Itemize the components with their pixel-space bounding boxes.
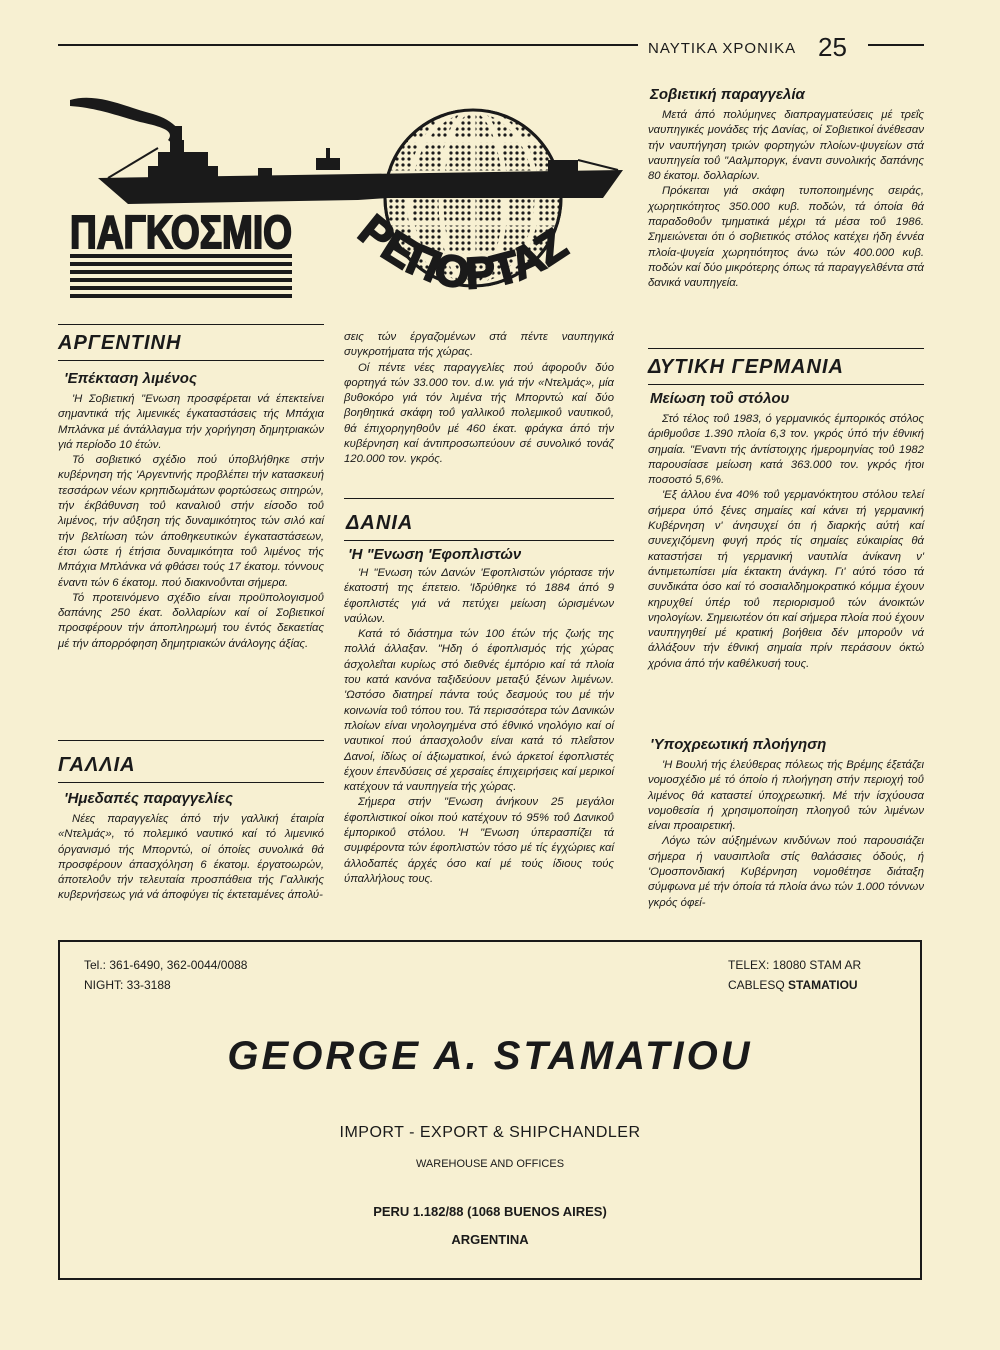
rule-argentina bbox=[58, 324, 324, 325]
subhead-pilotage: 'Υποχρεωτική πλοήγηση bbox=[650, 736, 827, 753]
paragraph: Νέες παραγγελίες άπό τήν γαλλική έταιρία «Ντελμάς», τό πολεμικό ναυτικό καί τό λιμενικό όργανισμό τής Μπορντώ, οί όποίες συνολικά θά προσφέρουν άπασχόληση 6 έκατομ. έργατοωρών, άποτελοΰν τήν τελευταία προσπάθεια τής Γαλλικής κυβερνήσεως γιά νά άποφύγει τίς έκτεταμένες άπολύ- bbox=[58, 813, 324, 902]
subhead-germany: Μείωση τοΰ στόλου bbox=[650, 390, 790, 407]
ad-night-phone: NIGHT: 33-3188 bbox=[84, 978, 171, 992]
paragraph: Τό προτεινόμενο σχέδιο είναι προϋπολογισμοΰ δαπάνης 250 έκατ. δολλαρίων καί οί Σοβιετικοί προσφέρουν τήν άποπληρωμή του έντός δεκαετίας μέ τήν άπορρόφηση δημητριακών άνάλογης άξίας. bbox=[58, 591, 324, 650]
rule-argentina-2 bbox=[58, 360, 324, 361]
banner-illustration bbox=[58, 78, 638, 318]
paragraph: Μετά άπό πολύμηνες διαπραγματεύσεις μέ τρεΐς ναυπηγικές μονάδες τής Δανίας, οί Σοβιετικοί άνέθεσαν τήν ναυπήγηση τριών φορτηγών πλοίων-ψυγείων στά ναυπηγεία τοΰ "Ααλμποργκ, έναντι συνολικής δαπάνης 80 έκατομ. δολλαρίων. bbox=[648, 109, 924, 183]
publication-title: ΝΑΥΤΙΚΑ ΧΡΟΝΙΚΑ bbox=[648, 40, 797, 57]
section-title-argentina: ΑΡΓΕΝΤΙΝΗ bbox=[58, 332, 182, 354]
ad-cable-label: CABLESQ bbox=[728, 978, 785, 992]
ad-cable bbox=[728, 978, 858, 992]
header-rule-left bbox=[58, 44, 638, 46]
page-number: 25 bbox=[818, 32, 847, 62]
section-title-germany: ΔΥΤΙΚΗ ΓΕΡΜΑΝΙΑ bbox=[648, 356, 844, 378]
paragraph: σεις τών έργαζομένων στά πέντε ναυπηγικά συγκροτήματα τής χώρας. bbox=[344, 331, 614, 359]
ad-cable-value: STAMATIOU bbox=[788, 978, 858, 992]
paragraph: Λόγω τών αύξημένων κινδύνων πού παρουσιάζει σήμερα ή ναυσιπλοΐα στίς θαλάσσιες όδούς, ή 'Ομοσπονδιακή Κυβέρνηση νομοθέτησε διάταξη σύμφωνα μέ τήν όποία τά πλοία άνω τών 1.000 τόννων γκρός όφεί- bbox=[648, 835, 924, 909]
rule-france bbox=[58, 740, 324, 741]
subhead-soviet: Σοβιετική παραγγελία bbox=[650, 86, 805, 103]
rule-germany bbox=[648, 348, 924, 349]
rule-denmark bbox=[344, 498, 614, 499]
paragraph: Πρόκειται γιά σκάφη τυποποιημένης σειράς, χωρητικότητος 350.000 κυβ. ποδών, τά όποία θά παραδοθοΰν τμηματικά μέχρι τά μέσα τοΰ 1986. Σημειώνεται ότι ό σοβιετικός στόλος κατέχει ήδη έννέα πλοία-ψυγεία χωρητιότητος άνω τών 400.000 κυβ. ποδών καί δύο μικρότερης όπως τά παραγγελθέντα στά δανικά ναυπηγεία. bbox=[648, 185, 924, 290]
ad-business-line: IMPORT - EXPORT & SHIPCHANDLER bbox=[339, 1124, 641, 1141]
paragraph: Σήμερα στήν "Ενωση άνήκουν 25 μεγάλοι έφοπλιστικοί οίκοι πού κατέχουν τό 95% τοΰ Δανικοΰ έμπορικοΰ στόλου. 'Η "Ενωση ύπερασπίζει τά συμφέροντα τών έφοπλιστών τόσο μέ τίς έγχώριες καί άλλοδαπές άρχές όσο καί μέ τούς ίδιους τούς ύπαλλήλους τους. bbox=[344, 796, 614, 885]
subhead-denmark: 'Η "Ενωση 'Εφοπλιστών bbox=[348, 546, 522, 563]
rule-france-2 bbox=[58, 782, 324, 783]
article-france-continued bbox=[344, 330, 614, 468]
article-france bbox=[58, 812, 324, 904]
ad-warehouse-line: WAREHOUSE AND OFFICES bbox=[415, 1158, 565, 1170]
paragraph: Τό σοβιετικό σχέδιο πού ύποβλήθηκε στήν κυβέρνηση τής 'Αργεντινής προβλέπει τήν κατασκευή τεσσάρων νέων κρηπιδωμάτων φορτώσεως σιτηρών, τήν έκβάθυνση τοΰ καναλιοΰ στήν είσοδο τοΰ λιμένος, τήν αΰξηση τής δυναμικότητος τών σιλό καί τήν βελτίωση τών άποθηκευτικών έγκαταστάσεων, έτσι ώστε ή έτήσια δυναμικότητα τοΰ λιμένος τής Μπάχια Μπλάνκα νά φθάσει τούς 17 έκατομ. τόννους έναντι τών 6 έκατομ. πού διακινοΰνται σήμερα. bbox=[58, 454, 324, 589]
paragraph: 'Η Σοβιετική "Ενωση προσφέρεται νά έπεκτείνει σημαντικά τής λιμενικές έγκαταστάσεις τής Μπάχια Μπλάνκα μέ άντάλλαγμα τήν χορήγηση δημητριακών γιά περίοδο 10 έτών. bbox=[58, 393, 324, 451]
article-argentina bbox=[58, 392, 324, 652]
paragraph: Στό τέλος τοΰ 1983, ό γερμανικός έμπορικός στόλος άριθμοΰσε 1.390 πλοία 6,3 τον. γκρός ύπό τήν έθνική σημαία. "Εναντι τής άντίστοιχης ήμερομηνίας τοΰ 1982 παρουσίασε μείωση κατά 363.000 τον. γκρός ήτοι ποσοστό 5,6%. bbox=[648, 413, 924, 487]
article-germany bbox=[648, 412, 924, 672]
banner-stripes bbox=[70, 254, 292, 298]
article-pilotage bbox=[648, 758, 924, 911]
header-rule-right bbox=[868, 44, 924, 46]
section-title-denmark: ΔΑΝΙΑ bbox=[346, 512, 414, 534]
section-title-france: ΓΑΛΛΙΑ bbox=[58, 754, 136, 776]
paragraph: 'Εξ άλλου ένα 40% τοΰ γερμανόκτητου στόλου τελεί σήμερα ύπό ξένες σημαίες καί κάνει τή γερμανική Κυβέρνηση ν' άνησυχεί ότι ή διαρκής αύτή καί συνεχιζόμενη φυγή πρός τίς σημαίες εύκαιρίας θά καταστήσει τή γερμανική ναυτιλία άνίκανη ν' άντιμετωπίσει μία έκτακτη άνάγκη. Γι' αύτό τόσο τά συνδικάτα όσο καί τό σοσιαλδημοκρατικό κόμμα έχουν κηρυχθεί ύπέρ τοΰ περιορισμοΰ τών άνοικτών νηολογίων. Σημειωτέον ότι καί σήμερα πλοία πού έχουν ναυπηγηθεί μέ κρατική βοήθεια δέν μποροΰν νά άλλάξουν τήν έθνική σημαία πρίν περάσουν όκτώ χρόνια άπό τήν καθέλκυσή τους. bbox=[648, 489, 924, 670]
paragraph: Οί πέντε νέες παραγγελίες πού άφοροΰν δύο φορτηγά τών 33.000 τον. d.w. γιά τήν «Ντελμάς», μία βυθοκόρο γιά τόν λιμένα τής Μπορντώ καί δύο βοηθητικά σκάφη τοΰ γαλλικοΰ πολεμικοΰ ναυτικοΰ, θά έπιχορηγηθοΰν μέ 460 έκατ. φράγκα άπό τήν κυβέρνηση καί άντιπροσωπεύουν σέ συνολικό τονάζ 120.000 τον. γκρός. bbox=[344, 361, 614, 466]
article-soviet bbox=[648, 108, 924, 292]
rule-denmark-2 bbox=[344, 540, 614, 541]
paragraph: 'Η "Ενωση τών Δανών 'Εφοπλιστών γιόρτασε τήν έκατοστή της έπετειο. 'Ιδρύθηκε τό 1884 άπό 9 έφοπλιστές γιά νά πετύχει μείωση ώρισμένων ναύλων. bbox=[344, 567, 614, 625]
subhead-france: 'Ημεδαπές παραγγελίες bbox=[64, 790, 233, 807]
smoke-trail bbox=[70, 98, 181, 148]
paragraph: Κατά τό διάστημα τών 100 έτών τής ζωής της πολλά άλλαξαν. "Ηδη ό έφοπλισμός τής χώρας άσχολεΐται κυρίως στό διεθνές έμπόριο καί τά πλοία του κατά κανόνα ταξιδεύουν μεταξύ ξένων λιμένων. 'Ωστόσο διατηρεί πάντα τούς δεσμούς του μέ τήν κοινωνία τοΰ τόπου του. Τά περισσότερα τών Δανικών πλοίων είναι νηολογημένα στό έθνικό νηολόγιο καί οί ναυτικοί πού άπασχολοΰν είναι κατά τό πλεΐστον Δανοί, ίδίως οί άξιωματικοί, ένώ άρκετοί έφοπλιστές έχουν έπενδύσεις σέ χερσαίες έπιχειρήσεις καί μερικοί κατέχουν τά ναυπηγεία τής χώρας. bbox=[344, 628, 614, 794]
ad-telephone: Tel.: 361-6490, 362-0044/0088 bbox=[84, 958, 248, 972]
subhead-argentina: 'Επέκταση λιμένος bbox=[64, 370, 197, 387]
banner-word-report: ΡΕΠΟΡΤΑΖ bbox=[349, 205, 576, 299]
rule-germany-2 bbox=[648, 384, 924, 385]
paragraph: 'Η Βουλή τής έλεύθερας πόλεως τής Βρέμης έξετάζει νομοσχέδιο μέ τό όποίο ή πλοήγηση στήν περιοχή τοΰ λιμένος θά καταστεί ύποχρεωτική. Μέ τήν ίσχύουσα νομοθεσία ή χρησιμοποίηση πλοηγοΰ τών λιμένων είναι προαιρετική. bbox=[648, 759, 924, 833]
article-denmark bbox=[344, 566, 614, 887]
banner-word-global: ΠΑΓΚΟΣΜΙΟ bbox=[70, 206, 292, 258]
ad-company-name: GEORGE A. STAMATIOU bbox=[227, 1034, 753, 1078]
ad-country: ARGENTINA bbox=[451, 1232, 529, 1247]
ad-telex: TELEX: 18080 STAM AR bbox=[728, 958, 862, 972]
ad-address: PERU 1.182/88 (1068 BUENOS AIRES) bbox=[373, 1204, 607, 1219]
